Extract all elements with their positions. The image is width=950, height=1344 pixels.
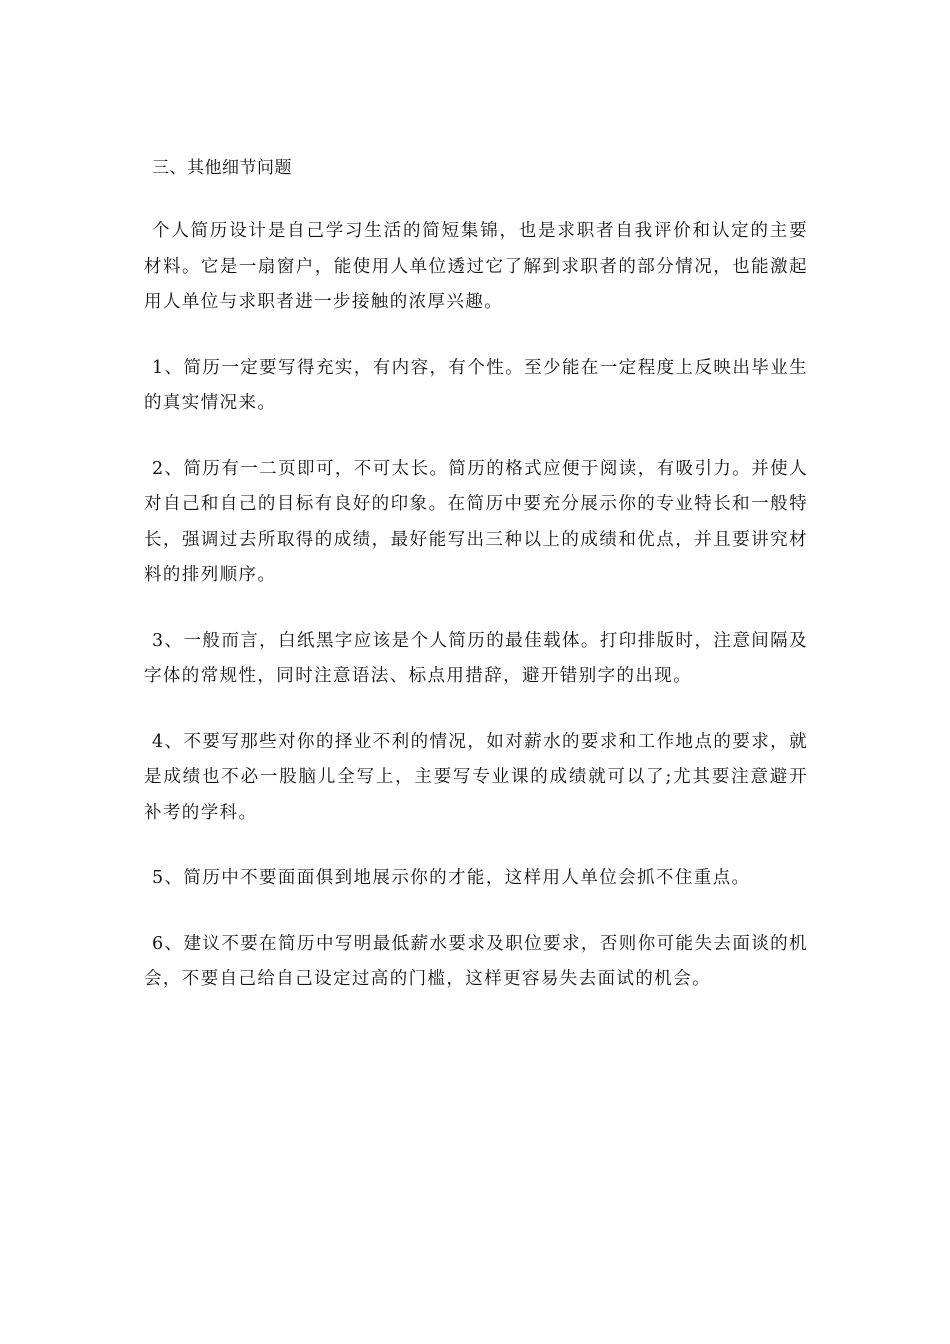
tip-paragraph-5: 5、简历中不要面面俱到地展示你的才能，这样用人单位会抓不住重点。 — [152, 868, 751, 888]
tip-paragraph-1: 1、简历一定要写得充实，有内容，有个性。至少能在一定程度上反映出毕业生的真实情况来。 — [144, 357, 808, 413]
tip-paragraph-3: 3、一般而言，白纸黑字应该是个人简历的最佳载体。打印排版时，注意间隔及字体的常规性，同时注意语法、标点用措辞，避开错别字的出现。 — [144, 630, 808, 686]
section-heading: 三、其他细节问题 — [152, 158, 292, 178]
intro-paragraph: 个人简历设计是自己学习生活的简短集锦，也是求职者自我评价和认定的主要材料。它是一扇窗户，能使用人单位透过它了解到求职者的部分情况，也能激起用人单位与求职者进一步接触的浓厚兴趣。 — [144, 221, 808, 312]
tip-paragraph-6: 6、建议不要在简历中写明最低薪水要求及职位要求，否则你可能失去面谈的机会，不要自己给自己设定过高的门槛，这样更容易失去面试的机会。 — [144, 933, 808, 989]
tip-paragraph-4: 4、不要写那些对你的择业不利的情况，如对薪水的要求和工作地点的要求，就是成绩也不必一股脑儿全写上，主要写专业课的成绩就可以了;尤其要注意避开补考的学科。 — [144, 731, 808, 823]
document-body — [144, 151, 808, 998]
tip-paragraph-2: 2、简历有一二页即可，不可太长。简历的格式应便于阅读，有吸引力。并使人对自己和自己的目标有良好的印象。在简历中要充分展示你的专业特长和一般特长，强调过去所取得的成绩，最好能写出三种以上的成绩和优点，并且要讲究材料的排列顺序。 — [144, 458, 808, 585]
